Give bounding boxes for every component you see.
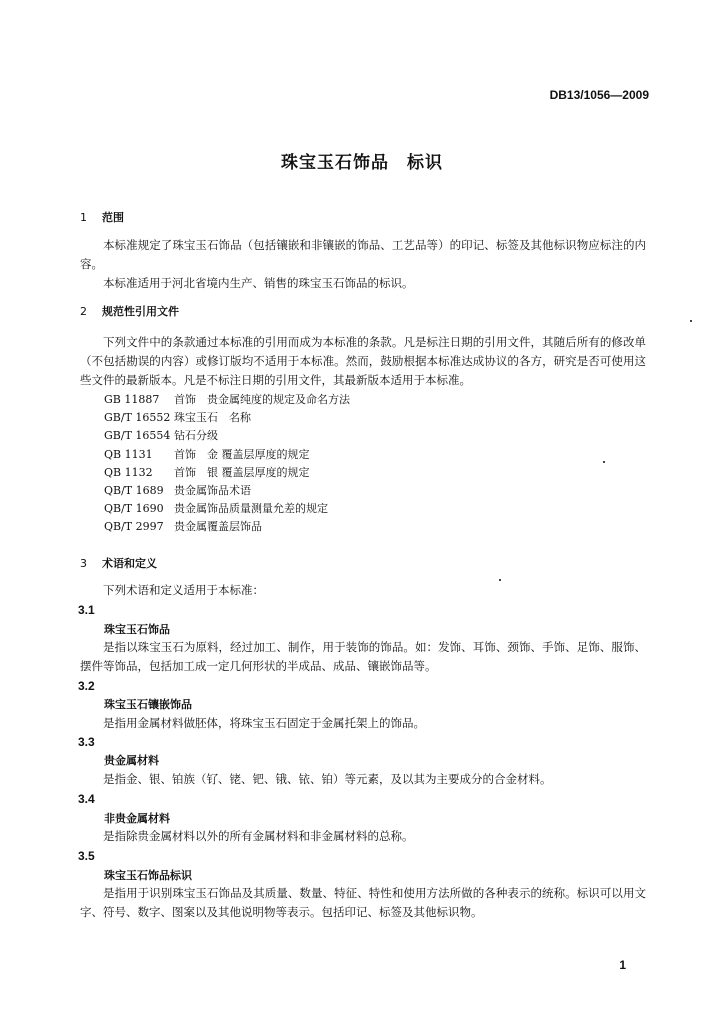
reference-code: GB/T 16552 bbox=[104, 411, 171, 425]
section-number: 2 bbox=[80, 305, 87, 318]
reference-title: 首饰 金 覆盖层厚度的规定 bbox=[174, 447, 310, 461]
reference-code: GB/T 16554 bbox=[104, 429, 171, 443]
section-3-heading bbox=[80, 555, 157, 571]
section-title: 术语和定义 bbox=[102, 557, 157, 570]
title-part-1: 珠宝玉石饰品 bbox=[281, 153, 389, 173]
term-name: 贵金属材料 bbox=[104, 754, 159, 767]
reference-code: GB 11887 bbox=[104, 393, 160, 406]
term-definition: 是指金、银、铂族（钌、铑、钯、锇、铱、铂）等元素，及以其为主要成分的合金材料。 bbox=[103, 772, 552, 786]
reference-title: 首饰 贵金属纯度的规定及命名方法 bbox=[174, 393, 350, 406]
reference-code: QB/T 2997 bbox=[104, 520, 164, 534]
term-name: 珠宝玉石饰品 bbox=[104, 623, 170, 636]
term-number: 3.3 bbox=[78, 735, 95, 749]
reference-code: QB/T 1690 bbox=[104, 502, 164, 516]
document-title bbox=[0, 148, 724, 173]
terms-intro-paragraph: 下列术语和定义适用于本标准： bbox=[103, 583, 264, 597]
term-definition: 是指用于识别珠宝玉石饰品及其质量、数量、特征、特性和使用方法所做的各种表示的统称。标识可以用文字、符号、数字、图案以及其他说明物等表示。包括印记、标签及其他标识物。 bbox=[80, 886, 646, 919]
reference-item bbox=[104, 391, 350, 409]
section-title: 范围 bbox=[102, 211, 124, 224]
term-number: 3.1 bbox=[78, 603, 95, 617]
normative-references-paragraph: 下列文件中的条款通过本标准的引用而成为本标准的条款。凡是标注日期的引用文件，其随后所有的修改单（不包括勘误的内容）或修订版均不适用于本标准。然而，鼓励根据本标准达成协议的各方，研究是否可使用这些文件的最新版本。凡是不标注日期的引用文件，其最新版本适用于本标准。 bbox=[80, 335, 646, 387]
reference-code: QB 1131 bbox=[104, 447, 153, 461]
reference-title: 贵金属覆盖层饰品 bbox=[174, 520, 262, 534]
page-number: 1 bbox=[619, 958, 626, 972]
term-name: 珠宝玉石镶嵌饰品 bbox=[104, 698, 192, 711]
term-number: 3.2 bbox=[78, 679, 95, 693]
scope-paragraph-2: 本标准适用于河北省境内生产、销售的珠宝玉石饰品的标识。 bbox=[103, 276, 414, 290]
term-definition: 是指用金属材料做胚体，将珠宝玉石固定于金属托架上的饰品。 bbox=[103, 716, 425, 730]
reference-item bbox=[104, 518, 350, 536]
reference-title: 钻石分级 bbox=[174, 429, 218, 443]
term-number: 3.4 bbox=[78, 792, 95, 806]
reference-code: QB 1132 bbox=[104, 465, 153, 479]
scan-speck bbox=[690, 320, 692, 322]
reference-title: 贵金属饰品质量测量允差的规定 bbox=[174, 502, 328, 516]
reference-item bbox=[104, 482, 350, 500]
reference-item bbox=[104, 500, 350, 518]
scan-speck bbox=[603, 461, 605, 463]
term-number: 3.5 bbox=[78, 849, 95, 863]
section-number: 1 bbox=[80, 211, 87, 224]
section-2-heading bbox=[80, 303, 179, 319]
scan-speck bbox=[499, 579, 501, 581]
reference-title: 珠宝玉石 名称 bbox=[174, 411, 251, 425]
title-part-2: 标识 bbox=[407, 153, 443, 173]
section-1-heading bbox=[80, 209, 124, 225]
reference-title: 首饰 银 覆盖层厚度的规定 bbox=[174, 465, 310, 479]
reference-item bbox=[104, 464, 350, 482]
section-title: 规范性引用文件 bbox=[102, 305, 179, 318]
reference-item bbox=[104, 409, 350, 427]
term-definition: 是指除贵金属材料以外的所有金属材料和非金属材料的总称。 bbox=[103, 829, 414, 843]
reference-title: 贵金属饰品术语 bbox=[174, 483, 251, 497]
reference-item bbox=[104, 427, 350, 445]
term-name: 非贵金属材料 bbox=[104, 812, 170, 825]
term-name: 珠宝玉石饰品标识 bbox=[104, 869, 192, 882]
scope-paragraph-1: 本标准规定了珠宝玉石饰品（包括镶嵌和非镶嵌的饰品、工艺品等）的印记、标签及其他标识物应标注的内容。 bbox=[80, 238, 646, 271]
document-number: DB13/1056—2009 bbox=[549, 88, 649, 102]
section-number: 3 bbox=[80, 557, 87, 570]
term-definition: 是指以珠宝玉石为原料，经过加工、制作，用于装饰的饰品。如：发饰、耳饰、颈饰、手饰、足饰、服饰、摆件等饰品，包括加工成一定几何形状的半成品、成品、镶嵌饰品等。 bbox=[80, 640, 646, 673]
reference-list bbox=[104, 391, 350, 537]
reference-item bbox=[104, 446, 350, 464]
reference-code: QB/T 1689 bbox=[104, 483, 164, 497]
